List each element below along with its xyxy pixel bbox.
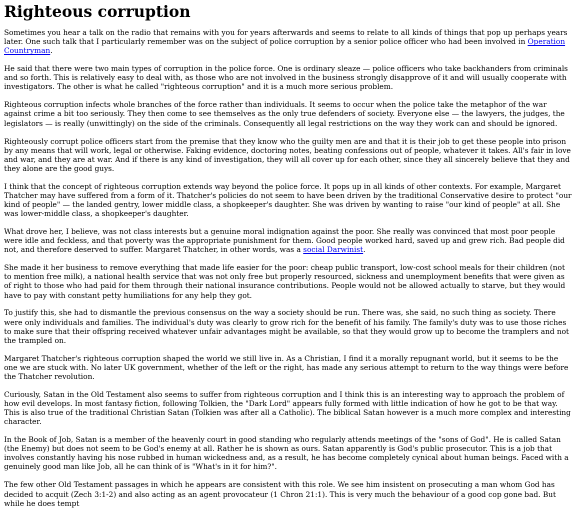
operation-countryman-link[interactable]: Operation Countryman xyxy=(4,37,566,56)
paragraph xyxy=(4,28,574,55)
paragraph: He said that there were two main types of corruption in the police force. One is ordinary sleaze — police officers who take backhanders from criminals and so forth. This is relatively easy to deal with, as those who are not involved in the business strongly disapprove of it and will usually cooperate with investigators. The other is what he called "righteous corruption" and it is a much more serious problem. xyxy=(4,64,568,92)
paragraph: I think that the concept of righteous corruption extends way beyond the police force. It pops up in all kinds of other contexts. For example, Margaret Thatcher may have suffered from a form of it. Thatcher's policies do not seem to have been driven by the traditional Conservative desire to protect "our kind of people" — the landed gentry, lower middle class, a shopkeeper's daughter. She was driven by wanting to raise "our kind of people" at all. She was lower-middle class, a shopkeeper's daughter. xyxy=(4,181,572,219)
social-darwinist-link[interactable]: social Darwinist xyxy=(303,245,364,255)
paragraph-text-end: . xyxy=(50,46,53,56)
paragraph: Curiously, Satan in the Old Testament also seems to suffer from righteous corruption and I think this is an interesting way to approach the problem of how evil develops. In most fantasy fiction, following Tolkien, the "Dark Lord" appears fully formed with little indication of how he got to be that way. This is also true of the traditional Christian Satan (Tolkien was after all a Catholic). The biblical Satan however is a much more complex and interesting character. xyxy=(4,389,571,427)
paragraph: The few other Old Testament passages in which he appears are consistent with this role. We see him insistent on prosecuting a man whom God has decided to acquit (Zech 3:1-2) and also acting as an agent provocateur (1 Chron 21:1). This is very much the behaviour of a good cop gone bad. But while he does tempt xyxy=(4,480,556,508)
paragraph xyxy=(4,227,574,254)
paragraph: Margaret Thatcher's righteous corruption shaped the world we still live in. As a Christian, I find it a morally repugnant world, but it seems to be the one we are stuck with. No later UK government, whether of the left or the right, has made any serious attempt to return to the way things were before the Thatcher revolution. xyxy=(4,353,569,381)
paragraph-text: What drove her, I believe, was not class interests but a genuine moral indignation against the poor. She really was convinced that most poor people were idle and feckless, and that poverty was the appropriate punishment for them. Good people worked hard, saved up and grew rich. Bad people did not, and therefore deserved to suffer. Margaret Thatcher, in other words, was a xyxy=(4,227,565,255)
paragraph: To justify this, she had to dismantle the previous consensus on the way a society should be run. There was, she said, no such thing as society. There were only individuals and families. The individual's duty was clearly to grow rich for the benefit of his family. The family's duty was to use those riches to make sure that their offspring received whatever unfair advantages might be available, so that they would grow up to become the tramplers and not the trampled on. xyxy=(4,308,569,345)
page-title: Righteous corruption xyxy=(4,2,191,21)
paragraph-text: Sometimes you hear a talk on the radio that remains with you for years afterwards and seems to relate to all kinds of things that pop up perhaps years later. One such talk that I particularly remember was on the subject of police corruption by a senior police officer who had been involved in xyxy=(4,28,568,47)
article xyxy=(4,0,574,517)
paragraph-text-end: . xyxy=(363,245,366,255)
paragraph: She made it her business to remove everything that made life easier for the poor: cheap public transport, low-cost school meals for their children (not to mention free milk), a national health service that was not only free but properly resourced, sickness and unemployment benefits that were given as of right to those who had paid for them through their national insurance contributions. People would not be allowed actually to starve, but they would have to pay with constant petty humiliations for any help they got. xyxy=(4,263,566,300)
paragraph: Righteous corruption infects whole branches of the force rather than individuals. It seems to occur when the police take the metaphor of the war against crime a bit too seriously. They then come to see themselves as the only true defenders of society. Everyone else — the lawyers, the judges, the legislators — is really (unwittingly) on the side of the criminals. Consequently all legal restrictions on the way they work can and should be ignored. xyxy=(4,100,565,128)
paragraph: In the Book of Job, Satan is a member of the heavenly court in good standing who regularly attends meetings of the "sons of God". He is called Satan (the Enemy) but does not seem to be God's enemy at all. Rather he is shown as ours. Satan apparently is God's public prosecutor. This is a job that involves constantly having his nose rubbed in human wickedness and, as a result, he has become completely cynical about human beings. Faced with a genuinely good man like Job, all he can think of is "What's in it for him?". xyxy=(4,435,569,472)
paragraph: Righteously corrupt police officers start from the premise that they know who the guilty men are and that it is their job to get these people into prison by any means that will work, legal or otherwise. Faking evidence, doctoring notes, beating confessions out of people, whatever it takes. All's fair in love and war, and they are at war. And if there is any kind of investigation, they will all cover up for each other, since they all sincerely believe that they and they alone are the good guys. xyxy=(4,136,571,173)
